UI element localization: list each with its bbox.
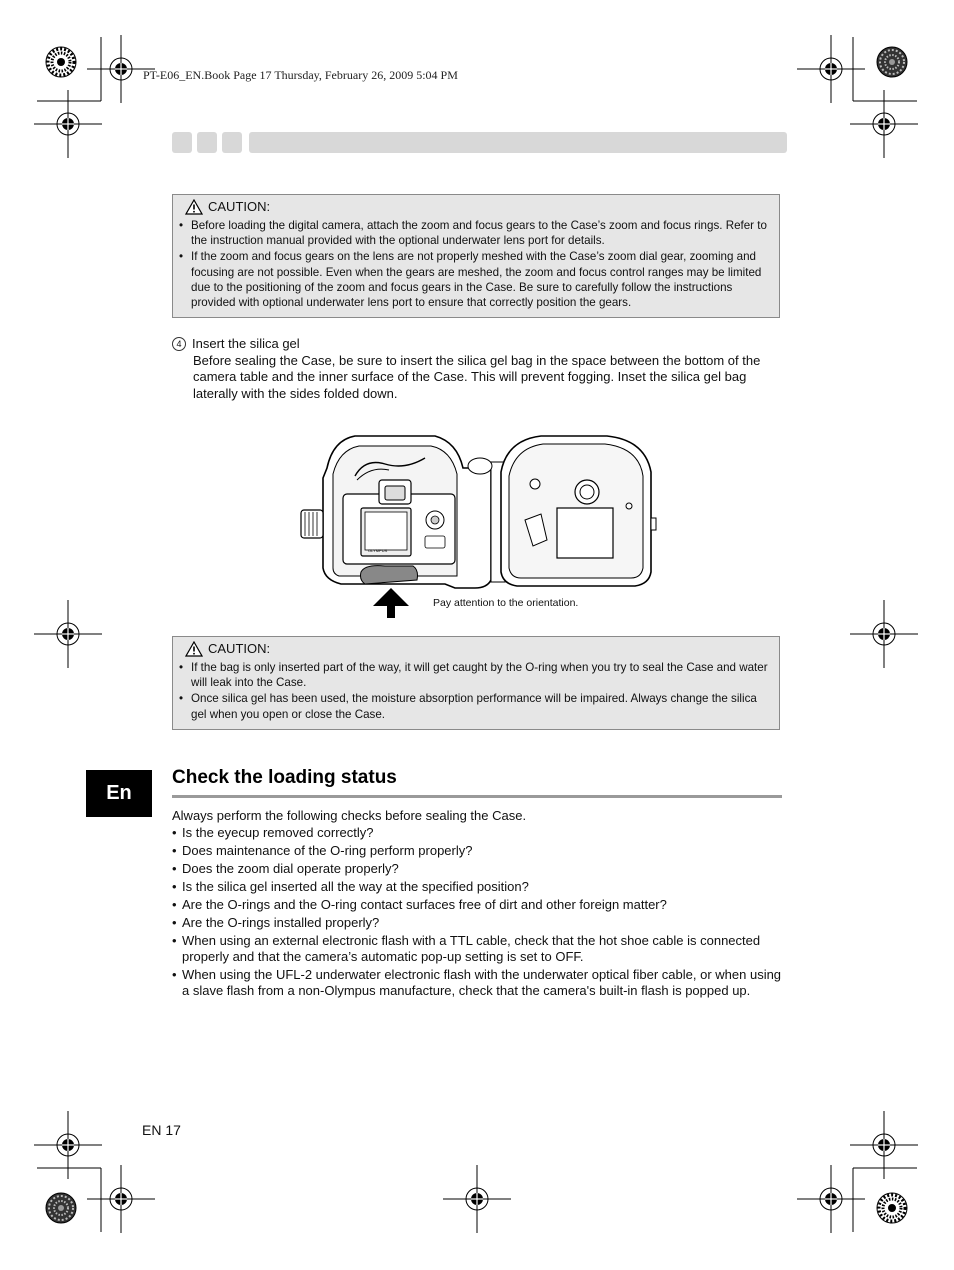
section-title: Check the loading status [172, 767, 397, 788]
page-number: EN 17 [142, 1122, 181, 1138]
caution-title: CAUTION: [208, 641, 271, 657]
file-stamp: PT-E06_EN.Book Page 17 Thursday, February 26, 2009 5:04 PM [143, 68, 458, 82]
caution-heading [185, 199, 770, 215]
step-title: Insert the silica gel [192, 336, 300, 351]
caution-list [179, 660, 770, 722]
step-4 [172, 336, 782, 402]
check-list [172, 825, 782, 1001]
header-tab-bar [249, 132, 787, 153]
check-item: • When using an external electronic flash with a TTL cable, check that the hot shoe cable is connected properly and that the camera’s automatic pop-up setting is set to OFF. [172, 933, 782, 966]
caution-item: • If the zoom and focus gears on the lens are not properly meshed with the Case’s zoom dial gear, zooming and focusing are not possible. Even when the gears are meshed, the zoom and focus control ranges may be limited due to the positioning of the zoom and focus gears in the Case. Be sure to carefully follow the instructions provided with optional underwater lens port to ensure that correctly position the gears. [179, 249, 770, 310]
check-item: • Does the zoom dial operate properly? [172, 861, 782, 877]
caution-box-2 [172, 636, 780, 730]
header-tab-square-1 [172, 132, 192, 153]
language-tab: En [86, 770, 152, 817]
caution-title: CAUTION: [208, 199, 271, 215]
check-item: • When using the UFL-2 underwater electronic flash with the underwater optical fiber cable, or when using a slave flash from a non-Olympus manufacture, check that the camera's built-in flash is popped up. [172, 967, 782, 1000]
section-intro: Always perform the following checks before sealing the Case. [172, 808, 527, 823]
check-item: • Does maintenance of the O-ring perform properly? [172, 843, 782, 859]
caution-item: • Before loading the digital camera, attach the zoom and focus gears to the Case’s zoom and focus rings. Refer to the instruction manual provided with the optional underwater lens port for details. [179, 218, 770, 248]
check-item: • Is the eyecup removed correctly? [172, 825, 782, 841]
figure-caption: Pay attention to the orientation. [433, 597, 579, 609]
warning-icon [185, 641, 203, 657]
camera-brand-mark: OLYMPUS [368, 548, 388, 553]
header-tab-square-3 [222, 132, 242, 153]
caution-item: • Once silica gel has been used, the moisture absorption performance will be impaired. Always change the silica gel when you open or close the Case. [179, 691, 770, 721]
warning-icon [185, 199, 203, 215]
case-illustration [295, 428, 665, 620]
caution-item: • If the bag is only inserted part of the way, it will get caught by the O-ring when you try to seal the Case and water will leak into the Case. [179, 660, 770, 690]
check-item: • Are the O-rings installed properly? [172, 915, 782, 931]
section-rule [172, 795, 782, 798]
check-item: • Are the O-rings and the O-ring contact surfaces free of dirt and other foreign matter? [172, 897, 782, 913]
caution-list [179, 218, 770, 310]
check-item: • Is the silica gel inserted all the way at the specified position? [172, 879, 782, 895]
caution-box-1 [172, 194, 780, 318]
step-number: 4 [172, 337, 186, 351]
step-body: Before sealing the Case, be sure to insert the silica gel bag in the space between the bottom of the camera table and the inner surface of the Case. This will prevent fogging. Inset the silica gel bag laterally with the sides folded down. [193, 352, 761, 401]
caution-heading [185, 641, 770, 657]
header-tab-square-2 [197, 132, 217, 153]
